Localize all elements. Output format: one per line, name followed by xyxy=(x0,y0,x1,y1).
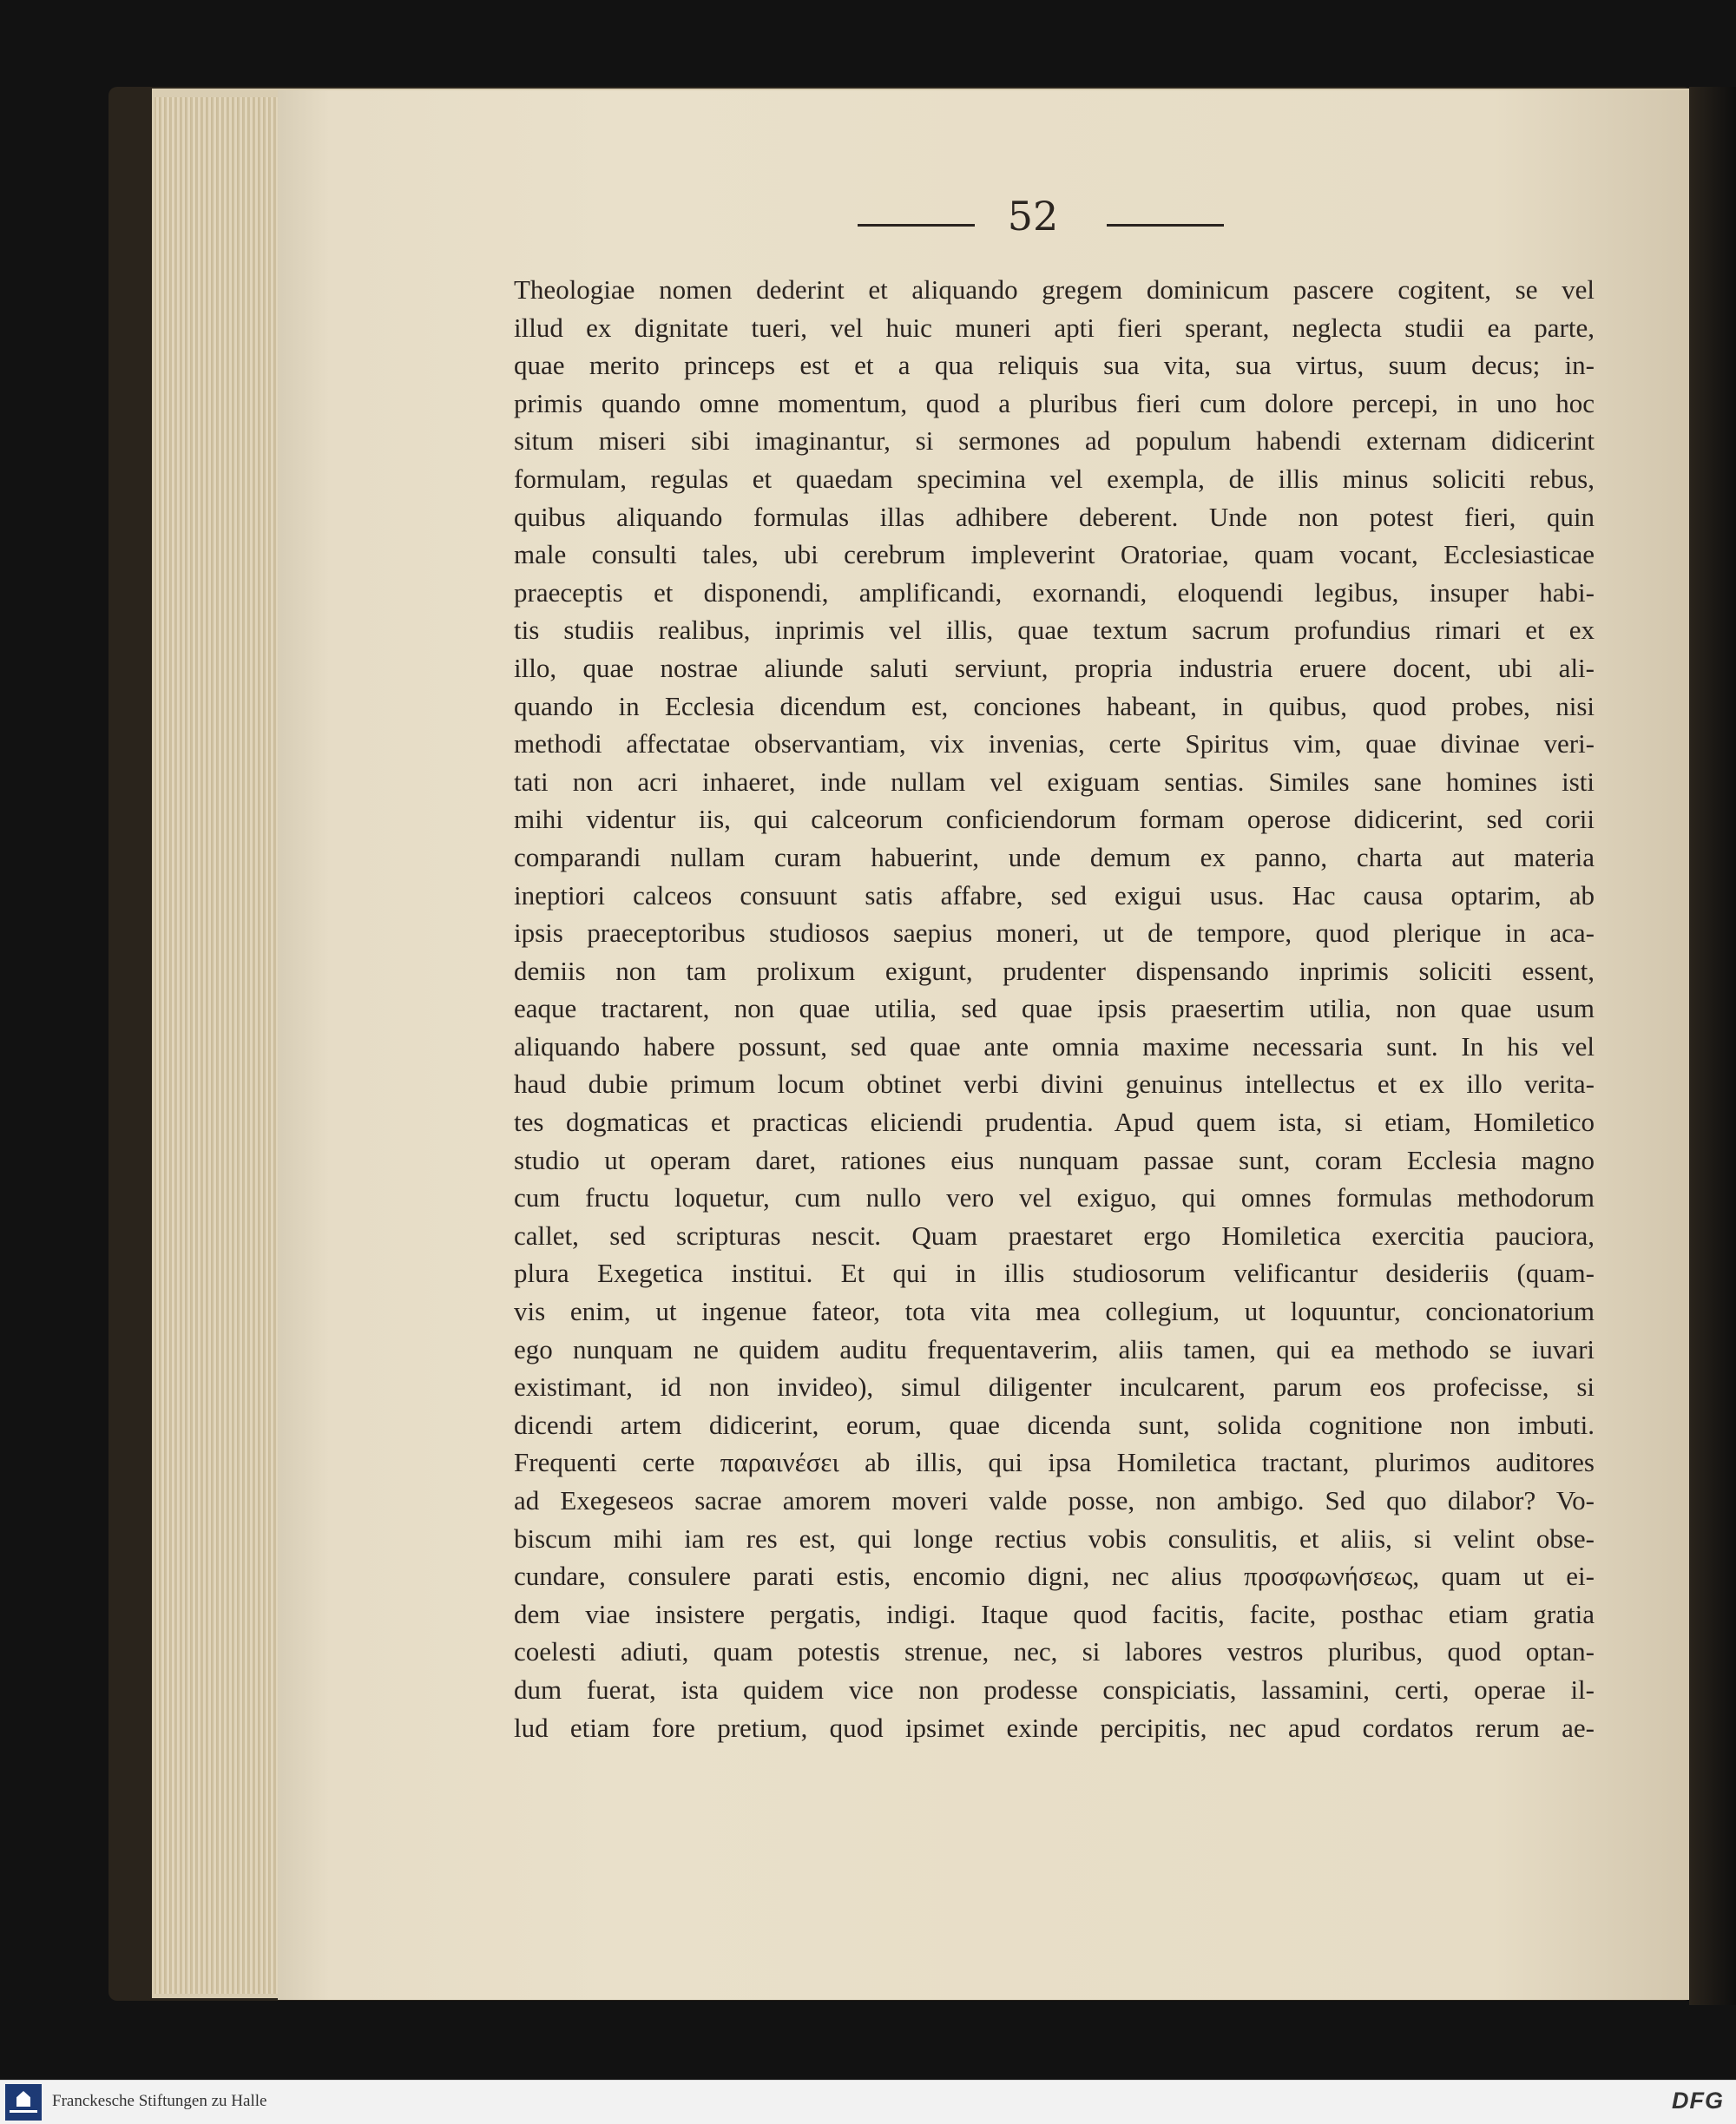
text-line: tati non acri inhaeret, inde nullam vel exiguam sentias. Similes sane homines isti xyxy=(514,766,1595,797)
text-line: plura Exegetica institui. Et qui in illis studiosorum velificantur desideriis (quam- xyxy=(514,1258,1595,1289)
text-line: praeceptis et disponendi, amplificandi, exornandi, eloquendi legibus, insuper habi- xyxy=(514,576,1595,608)
text-line: cum fructu loquetur, cum nullo vero vel exiguo, qui omnes formulas methodorum xyxy=(514,1182,1595,1213)
text-line: tis studiis realibus, inprimis vel illis, quae textum sacrum profundius rimari et ex xyxy=(514,615,1595,646)
page-number: 52 xyxy=(1007,193,1059,240)
text-line: ad Exegeseos sacrae amorem moveri valde posse, non ambigo. Sed quo dilabor? Vo- xyxy=(514,1485,1595,1516)
text-line: callet, sed scripturas nescit. Quam praestaret ergo Homiletica exercitia pauciora, xyxy=(514,1220,1595,1251)
text-line: lud etiam fore pretium, quod ipsimet exinde percipitis, nec apud cordatos rerum ae- xyxy=(514,1712,1595,1743)
institution-logo-icon[interactable] xyxy=(5,2084,42,2121)
text-line: aliquando habere possunt, sed quae ante omnia maxime necessaria sunt. In his vel xyxy=(514,1030,1595,1062)
right-gutter xyxy=(1689,87,1736,2005)
text-line: biscum mihi iam res est, qui longe rectius vobis consulitis, et aliis, si velint obse- xyxy=(514,1522,1595,1554)
page-edges xyxy=(155,97,282,1994)
text-line: Theologiae nomen dederint et aliquando gregem dominicum pascere cogitent, se vel xyxy=(514,274,1595,305)
text-line: male consulti tales, ubi cerebrum impleverint Oratoriae, quam vocant, Ecclesiasticae xyxy=(514,539,1595,570)
text-line: dum fuerat, ista quidem vice non prodesse conspiciatis, lassamini, certi, operae il- xyxy=(514,1674,1595,1705)
text-line: dicendi artem didicerint, eorum, quae dicenda sunt, solida cognitione non imbuti. xyxy=(514,1409,1595,1440)
page-number-rule-right xyxy=(1107,224,1224,227)
text-line: illud ex dignitate tueri, vel huic muneri apti fieri sperant, neglecta studii ea parte, xyxy=(514,312,1595,343)
text-line: Frequenti certe παραινέσει ab illis, qui ipsa Homiletica tractant, plurimos auditores xyxy=(514,1447,1595,1478)
text-line: quae merito princeps est et a qua reliquis sua vita, sua virtus, suum decus; in- xyxy=(514,350,1595,381)
footer-bar xyxy=(0,2080,1736,2124)
text-line: existimant, id non invideo), simul diligenter inculcarent, parum eos profecisse, si xyxy=(514,1371,1595,1403)
text-line: haud dubie primum locum obtinet verbi divini genuinus intellectus et ex illo verita- xyxy=(514,1069,1595,1100)
text-line: primis quando omne momentum, quod a pluribus fieri cum dolore percepi, in uno hoc xyxy=(514,387,1595,418)
text-line: quibus aliquando formulas illas adhibere deberent. Unde non potest fieri, quin xyxy=(514,501,1595,532)
text-line: ipsis praeceptoribus studiosos saepius moneri, ut de tempore, quod plerique in aca- xyxy=(514,917,1595,949)
text-line: coelesti adiuti, quam potestis strenue, nec, si labores vestros pluribus, quod optan- xyxy=(514,1636,1595,1667)
text-line: dem viae insistere pergatis, indigi. Itaque quod facitis, facite, posthac etiam gratia xyxy=(514,1598,1595,1629)
text-line: cundare, consulere parati estis, encomio digni, nec alius προσφωνήσεως, quam ut ei- xyxy=(514,1561,1595,1592)
text-line: mihi videntur iis, qui calceorum conficiendorum formam operose didicerint, sed corii xyxy=(514,804,1595,835)
text-line: vis enim, ut ingenue fateor, tota vita mea collegium, ut loquuntur, concionatorium xyxy=(514,1296,1595,1327)
page-number-rule-left xyxy=(858,224,975,227)
text-line: demiis non tam prolixum exigunt, prudenter dispensando inprimis soliciti essent, xyxy=(514,955,1595,986)
text-line: ineptiori calceos consuunt satis affabre, sed exigui usus. Hac causa optarim, ab xyxy=(514,879,1595,911)
text-line: tes dogmaticas et practicas eliciendi prudentia. Apud quem ista, si etiam, Homiletico xyxy=(514,1107,1595,1138)
text-line: ego nunquam ne quidem auditu frequentaverim, aliis tamen, qui ea methodo se iuvari xyxy=(514,1333,1595,1364)
text-line: eaque tractarent, non quae utilia, sed quae ipsis praesertim utilia, non quae usum xyxy=(514,993,1595,1024)
text-line: situm miseri sibi imaginantur, si sermones ad populum habendi externam didicerint xyxy=(514,425,1595,457)
text-line: methodi affectatae observantiam, vix invenias, certe Spiritus vim, quae divinae veri- xyxy=(514,728,1595,760)
text-line: illo, quae nostrae aliunde saluti serviunt, propria industria eruere docent, ubi ali- xyxy=(514,652,1595,683)
dfg-logo[interactable]: DFG xyxy=(1672,2088,1724,2114)
text-line: formulam, regulas et quaedam specimina vel exempla, de illis minus soliciti rebus, xyxy=(514,463,1595,494)
text-line: studio ut operam daret, rationes eius nunquam passae sunt, coram Ecclesia magno xyxy=(514,1144,1595,1175)
body-text xyxy=(514,271,1595,1746)
text-line: quando in Ecclesia dicendum est, conciones habeant, in quibus, quod probes, nisi xyxy=(514,690,1595,721)
institution-name[interactable]: Franckesche Stiftungen zu Halle xyxy=(52,2092,267,2110)
text-line: comparandi nullam curam habuerint, unde demum ex panno, charta aut materia xyxy=(514,841,1595,872)
